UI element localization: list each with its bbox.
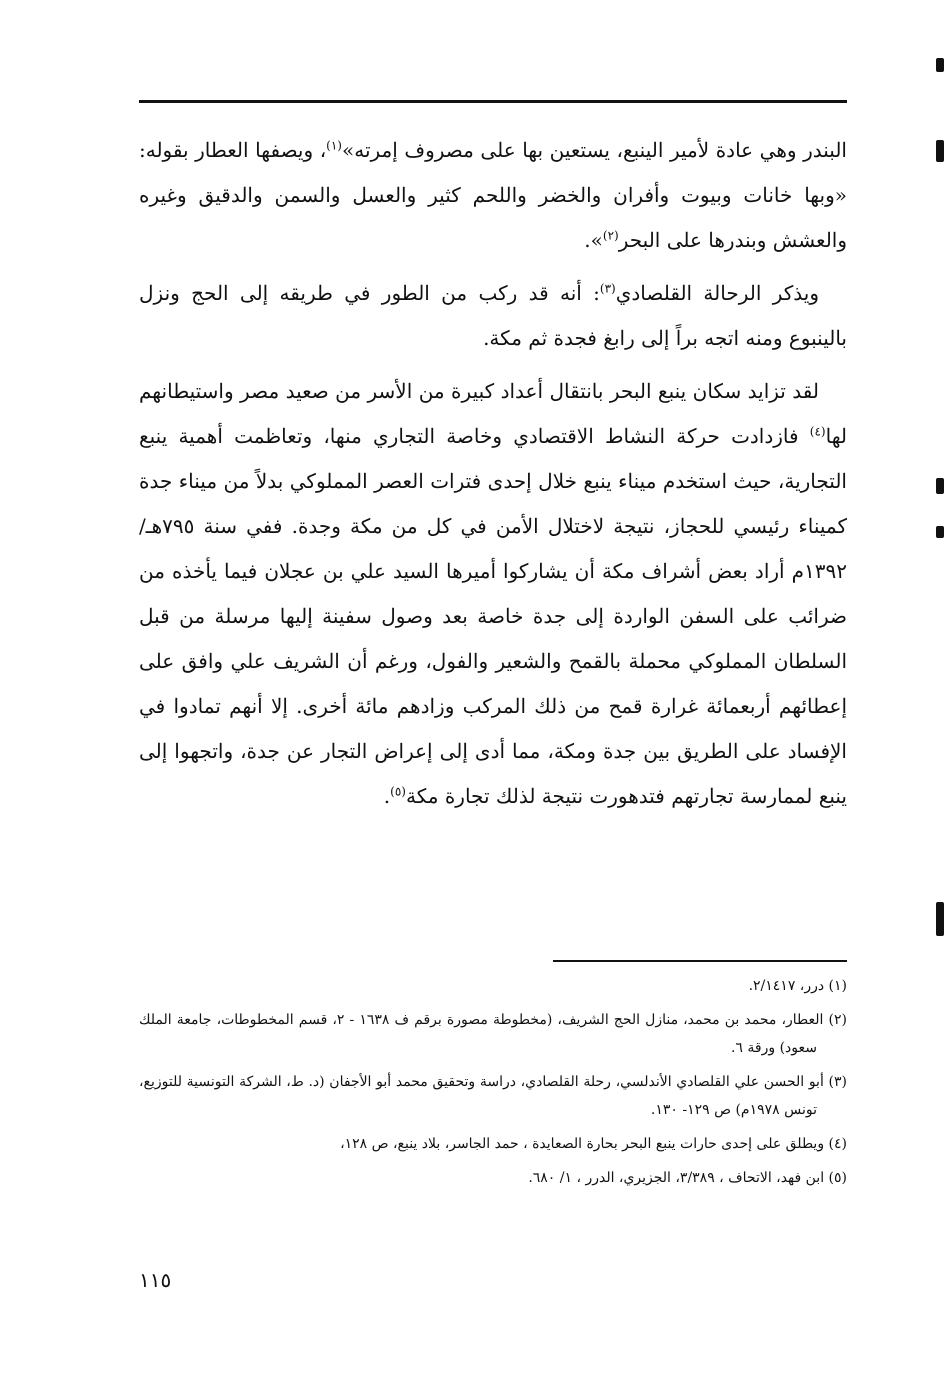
paragraph-1-text: البندر وهي عادة لأمير الينبع، يستعين بها على مصروف إمرته»: [341, 138, 847, 162]
paragraph-2-tail: : أنه قد ركب من الطور في طريقه إلى الحج ونزل بالينبوع ومنه اتجه براً إلى رابغ فجدة ثم مكة.: [139, 281, 847, 350]
footnote-4: (٤) ويطلق على إحدى حارات ينبع البحر بحارة الصعايدة ، حمد الجاسر، بلاد ينبع، ص ١٢٨،: [340, 1136, 847, 1152]
paragraph-3-end: .: [383, 784, 391, 808]
footnote-ref-5: (٥): [390, 784, 406, 799]
footnote-1: (١) درر، ٢/١٤١٧.: [748, 978, 847, 994]
paragraph-1: [139, 128, 847, 263]
scan-edge-mark: [936, 58, 944, 72]
paragraph-3: [139, 369, 847, 819]
footnote-ref-2: (٢): [602, 228, 619, 243]
footnote-3: (٣) أبو الحسن علي القلصادي الأندلسي، رحلة القلصادي، دراسة وتحقيق محمد أبو الأجفان (د. ط، الشركة التونسية للتوزيع، تونس ١٩٧٨م) ص ١٢٩- ١٣٠.: [139, 1074, 847, 1118]
header-rule: [139, 100, 847, 103]
footnote-2: (٢) العطار، محمد بن محمد، منازل الحج الشريف، (مخطوطة مصورة برقم ف ١٦٣٨ - ٢، قسم المخطوطات، جامعة الملك سعود) ورقة ٦.: [139, 1012, 847, 1056]
paragraph-3-text: لقد تزايد سكان ينبع البحر بانتقال أعداد كبيرة من الأسر من صعيد مصر واستيطانهم لها: [139, 379, 847, 448]
footnote-ref-4: (٤): [809, 424, 826, 439]
main-text: [139, 128, 847, 819]
footnotes: [139, 972, 847, 1198]
paragraph-3-tail: فازدادت حركة النشاط الاقتصادي وخاصة التجاري منها، وتعاظمت أهمية ينبع التجارية، حيث استخدم ميناء ينبع خلال إحدى فترات العصر المملوكي بدلاً من ميناء جدة كميناء رئيسي للحجاز، نتيجة لاختلال الأمن في كل من مكة وجدة. ففي سنة ٧٩٥هـ/ ١٣٩٢م أراد بعض أشراف مكة أن يشاركوا أميرها السيد علي بن عجلان فيما يأخذه من ضرائب على السفن الواردة إلى جدة خاصة بعد وصول سفينة إليها مرسلة من قبل السلطان المملوكي محملة بالقمح والشعير والفول، ورغم أن الشريف علي وافق على إعطائهم أربعمائة غرارة قمح من ذلك المركب وزادهم مائة أخرى. إلا أنهم تمادوا في الإفساد على الطريق بين جدة ومكة، مما أدى إلى إعراض التجار عن جدة، واتجهوا إلى ينبع لممارسة تجارتهم فتدهورت نتيجة لذلك تجارة مكة: [139, 424, 847, 808]
scan-edge-mark: [936, 140, 944, 162]
footnote-5: (٥) ابن فهد، الاتحاف ، ٣/٣٨٩، الجزيري، الدرر ، ١/ ٦٨٠.: [528, 1170, 847, 1186]
paragraph-1-end: ».: [584, 228, 603, 252]
scan-edge-mark: [936, 478, 944, 494]
scan-edge-mark: [936, 526, 944, 538]
scan-edge-mark: [936, 902, 944, 936]
paragraph-2-text: ويذكر الرحالة القلصادي: [615, 281, 819, 305]
footnote-ref-3: (٣): [599, 281, 616, 296]
paragraph-1-tail: ، ويصفها العطار بقوله: «وبها خانات وبيوت وأفران والخضر واللحم كثير والعسل والسمن والدقيق وغيره والعشش وبندرها على البحر: [139, 138, 847, 252]
footnote-rule: [553, 960, 847, 962]
paragraph-2: [139, 271, 847, 361]
footnote-ref-1: (١): [326, 138, 342, 153]
page-number: ١١٥: [139, 1268, 172, 1292]
